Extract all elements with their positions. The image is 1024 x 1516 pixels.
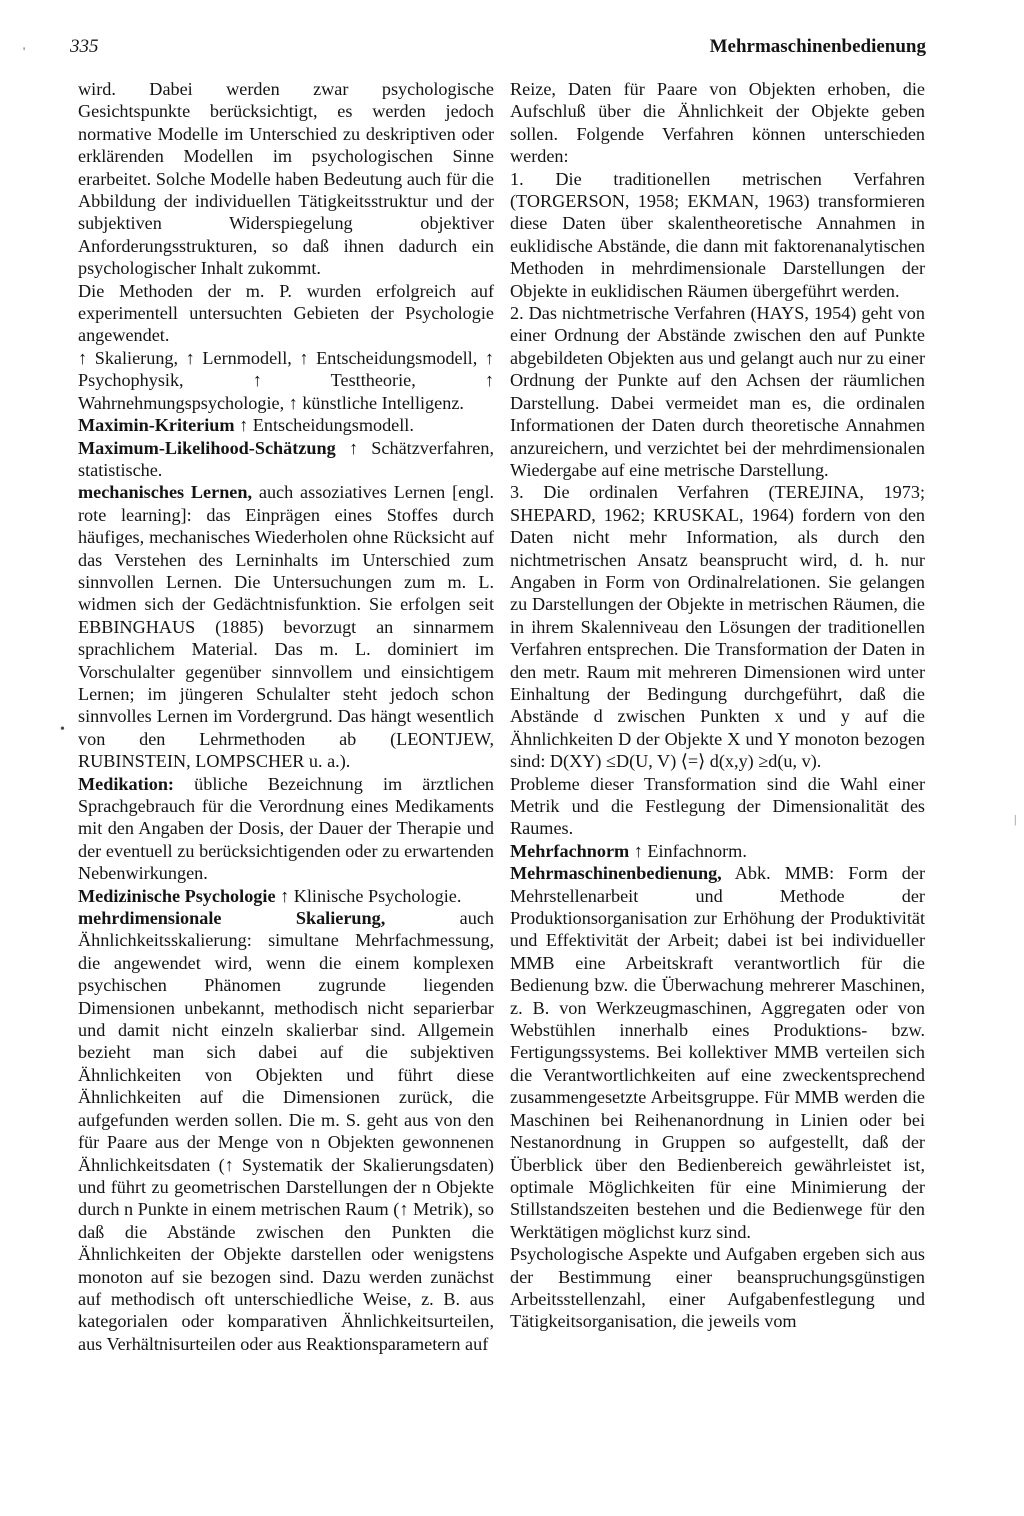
- entry-body: ↑ Entscheidungsmodell.: [234, 415, 414, 436]
- paragraph-text: Die Methoden der m. P. wurden erfolgreich auf experimentell untersuchten Gebieten der Psychologie angewendet.: [78, 280, 494, 346]
- paragraph: [510, 773, 925, 840]
- left-column: [78, 78, 494, 1355]
- list-item: [510, 168, 925, 302]
- paragraph-text: ↑ Skalierung, ↑ Lernmodell, ↑ Entscheidungsmodell, ↑ Psychophysik, ↑ Testtheorie, ↑ Wahrnehmungspsychologie, ↑ künstliche Intelligenz.: [78, 347, 494, 413]
- right-column: [510, 78, 925, 1333]
- paragraph-text: 2. Das nichtmetrische Verfahren (HAYS, 1954) geht von einer Ordnung der Abstände zwischen den auf Punkte abgebildeten Objekten aus und gelangt auch nur zu einer Ordnung der Punkte auf den Achsen der räumlichen Darstellung. Dabei vermeidet man es, die ordinalen Informationen der Daten durch theoretische Annahmen anzureichern, und verzichtet bei der mehrdimensionalen Wiedergabe auf eine metrische Darstellung.: [510, 303, 925, 480]
- entry-body: übliche Bezeichnung im ärztlichen Sprachgebrauch für die Verordnung eines Medikaments mit den Angaben der Dosis, der Dauer der Therapie und der eventuell zu berücksichtigenden oder zu erwartenden Nebenwirkungen.: [78, 773, 494, 884]
- entry-lemma: mechanisches Lernen,: [78, 482, 253, 503]
- paragraph-text: Psychologische Aspekte und Aufgaben ergeben sich aus der Bestimmung einer beanspruchungsgünstigen Arbeitsstellenzahl, einer Aufgabenfestlegung und Tätigkeitsorganisation, die jeweils vom: [510, 1244, 925, 1332]
- entry-mehrdimensionale-skalierung: [78, 907, 494, 1355]
- entry-mechanisches-lernen: [78, 481, 494, 772]
- entry-body: ↑ Einfachnorm.: [629, 840, 747, 861]
- paragraph: [78, 280, 494, 347]
- paragraph-text: Reize, Daten für Paare von Objekten erhoben, die Aufschluß über die Ähnlichkeit der Objekte geben sollen. Folgende Verfahren können unterschieden werden:: [510, 79, 925, 167]
- entry-lemma: Maximin-Kriterium: [78, 415, 235, 436]
- paragraph: [78, 78, 494, 280]
- list-item: [510, 302, 925, 481]
- entry-maximum-likelihood: [78, 437, 494, 482]
- entry-lemma: Medikation:: [78, 773, 174, 794]
- list-item: [510, 481, 925, 772]
- cross-reference-list: [78, 347, 494, 414]
- entry-lemma: mehrdimensionale Skalierung,: [78, 908, 386, 929]
- paragraph: [510, 78, 925, 168]
- entry-body: auch assoziatives Lernen [engl. rote learning]: das Einprägen eines Stoffes durch häufiges, mechanisches Wiederholen ohne Rücksicht auf das Verstehen des Lerninhalts im Unterschied zum sinnvollen Lernen. Die Untersuchungen zum m. L. widmen sich der Gedächtnisfunktion. Sie erfolgen seit EBBINGHAUS (1885) bevorzugt an sinnarmem sprachlichem Material. Das m. L. dominiert im Vorschulalter gegenüber sinnvollem und einsichtigem Lernen; im jüngeren Schulalter steht jedoch schon sinnvolles Lernen im Vordergrund. Das hängt wesentlich von den Lehrmethoden ab (LEONTJEW, RUBINSTEIN, LOMPSCHER u. a.).: [78, 482, 494, 772]
- paragraph-text: Probleme dieser Transformation sind die Wahl einer Metrik und die Festlegung der Dimensionalität des Raumes.: [510, 773, 925, 839]
- entry-lemma: Maximum-Likelihood-Schätzung: [78, 437, 336, 458]
- entry-medizinische-psychologie: [78, 885, 494, 907]
- margin-mark: •: [60, 722, 65, 737]
- entry-mehrfachnorm: [510, 840, 925, 862]
- right-margin-mark: |: [1014, 812, 1017, 826]
- entry-body: ↑ Schätzverfahren, statistische.: [78, 437, 494, 480]
- entry-body: ↑ Klinische Psychologie.: [275, 885, 462, 906]
- entry-maximin-kriterium: [78, 414, 494, 436]
- scan-mark: ': [23, 44, 26, 58]
- entry-body: Abk. MMB: Form der Mehrstellenarbeit und Methode der Produktionsorganisation zur Erhöhung der Produktivität und Effektivität der Arbeit; dabei ist bei individueller MMB eine Arbeitskraft verantwortlich für die Bedienung bzw. die Überwachung mehrerer Maschinen, z. B. von Werkzeugmaschinen, Aggregaten oder von Webstühlen innerhalb eines Produktions- bzw. Fertigungssystems. Bei kollektiver MMB verteilen sich die Verantwortlichkeiten auf eine zweckentsprechend zusammengesetzte Arbeitsgruppe. Für MMB werden die Maschinen bei Reihenanordnung in Linien oder bei Nestanordnung in Gruppen so aufgestellt, daß der Überblick über den Bedienbereich gewährleistet ist, optimale Möglichkeiten für eine Minimierung der Stillstandszeiten bestehen und die Bedienwege für den Werktätigen möglichst kurz sind.: [510, 863, 925, 1242]
- entry-body: auch Ähnlichkeitsskalierung: simultane Mehrfachmessung, die angewendet wird, wenn die einem komplexen psychischen Phänomen zugrunde liegenden Dimensionen unbekannt, methodisch nicht separierbar und damit nicht einzeln skalierbar sind. Allgemein bezieht man sich dabei auf die subjektiven Ähnlichkeiten von Objekten und führt diese Ähnlichkeiten auf die Dimensionen zurück, die aufgefunden werden sollen. Die m. S. geht aus von den für Paare aus der Menge von n Objekten gewonnenen Ähnlichkeitsdaten (↑ Systematik der Skalierungsdaten) und führt zu geometrischen Darstellungen der n Objekte durch n Punkte in einem metrischen Raum (↑ Metrik), so daß die Abstände zwischen den Punkten die Ähnlichkeiten der Objekte darstellen oder wenigstens monoton auf sie bezogen sind. Dazu werden zunächst auf methodisch oft unterschiedliche Weise, z. B. aus kategorialen oder komparativen Ähnlichkeitsurteilen, aus Verhältnisurteilen oder aus Reaktionsparametern auf: [78, 908, 494, 1354]
- page-header: [70, 36, 926, 66]
- paragraph-text: wird. Dabei werden zwar psychologische Gesichtspunkte berücksichtigt, es werden jedoch normative Modelle im Unterschied zu deskriptiven oder erklärenden Modellen im psychologischen Sinne erarbeitet. Solche Modelle haben Bedeutung auch für die Abbildung der individuellen Tätigkeitsstruktur und der subjektiven Widerspiegelung objektiver Anforderungsstrukturen, so daß ihnen dadurch ein psychologischer Inhalt zukommt.: [78, 79, 494, 279]
- running-head: Mehrmaschinenbedienung: [709, 36, 926, 57]
- entry-lemma: Medizinische Psychologie: [78, 885, 276, 906]
- paragraph-text: 3. Die ordinalen Verfahren (TEREJINA, 1973; SHEPARD, 1962; KRUSKAL, 1964) fordern von den Daten nicht mehr Information, als durch den nichtmetrischen Ansatz beansprucht wird, d. h. nur Angaben in Form von Ordinalrelationen. Sie gelangen zu Darstellungen der Objekte in metrischen Räumen, die in ihrem Skalenniveau den Lösungen der traditionellen Verfahren entsprechen. Die Transformation der Daten in den metr. Raum mit mehreren Dimensionen wird unter Einhaltung der Bedingung durchgeführt, daß die Abstände d zwischen Punkten x und y auf die Ähnlichkeiten D der Objekte X und Y monoton bezogen sind: D(XY) ≤D(U, V) ⟨=⟩ d(x,y) ≥d(u, v).: [510, 482, 925, 772]
- entry-medikation: [78, 773, 494, 885]
- paragraph: [510, 1243, 925, 1333]
- entry-lemma: Mehrfachnorm: [510, 840, 630, 861]
- entry-lemma: Mehrmaschinenbedienung,: [510, 863, 722, 884]
- page-number: 335: [70, 36, 99, 57]
- paragraph-text: 1. Die traditionellen metrischen Verfahren (TORGERSON, 1958; EKMAN, 1963) transformieren diese Daten über skalentheoretische Annahmen in euklidische Abstände, die dann mit faktorenanalytischen Methoden in mehrdimensionale Darstellungen der Objekte in euklidischen Räumen übergeführt werden.: [510, 168, 925, 301]
- entry-mehrmaschinenbedienung: [510, 862, 925, 1243]
